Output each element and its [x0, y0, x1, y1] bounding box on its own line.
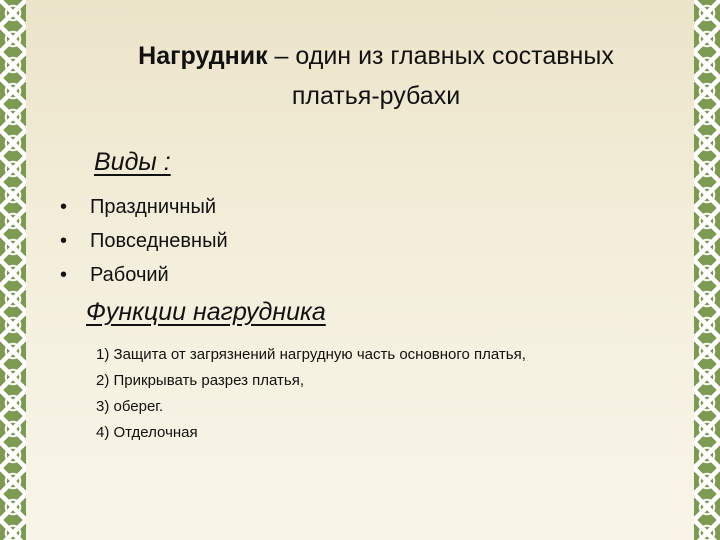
list-item: • Повседневный	[60, 224, 228, 258]
bullet-icon: •	[60, 230, 68, 252]
ornament-border-left	[0, 0, 26, 540]
ornament-border-right	[694, 0, 720, 540]
title-bold-term: Нагрудник	[138, 42, 268, 70]
slide-title	[86, 36, 666, 116]
title-line2: платья-рубахи	[291, 82, 461, 110]
types-heading: Виды :	[94, 148, 171, 176]
list-item: • Рабочий	[60, 258, 228, 292]
bullet-icon: •	[60, 196, 68, 218]
list-item: 2) Прикрывать разрез платья,	[96, 372, 305, 389]
list-item: • Праздничный	[60, 190, 228, 224]
functions-heading: Функции нагрудника	[86, 298, 326, 326]
bullet-icon: •	[60, 264, 68, 286]
list-item: 3) оберег.	[96, 398, 164, 415]
types-list	[60, 190, 228, 292]
functions-list	[96, 342, 526, 446]
list-item: 4) Отделочная	[96, 424, 198, 441]
list-item: 1) Защита от загрязнений нагрудную часть основного платья,	[96, 346, 526, 363]
title-rest: – один из главных составных	[267, 42, 614, 70]
slide	[26, 0, 694, 540]
